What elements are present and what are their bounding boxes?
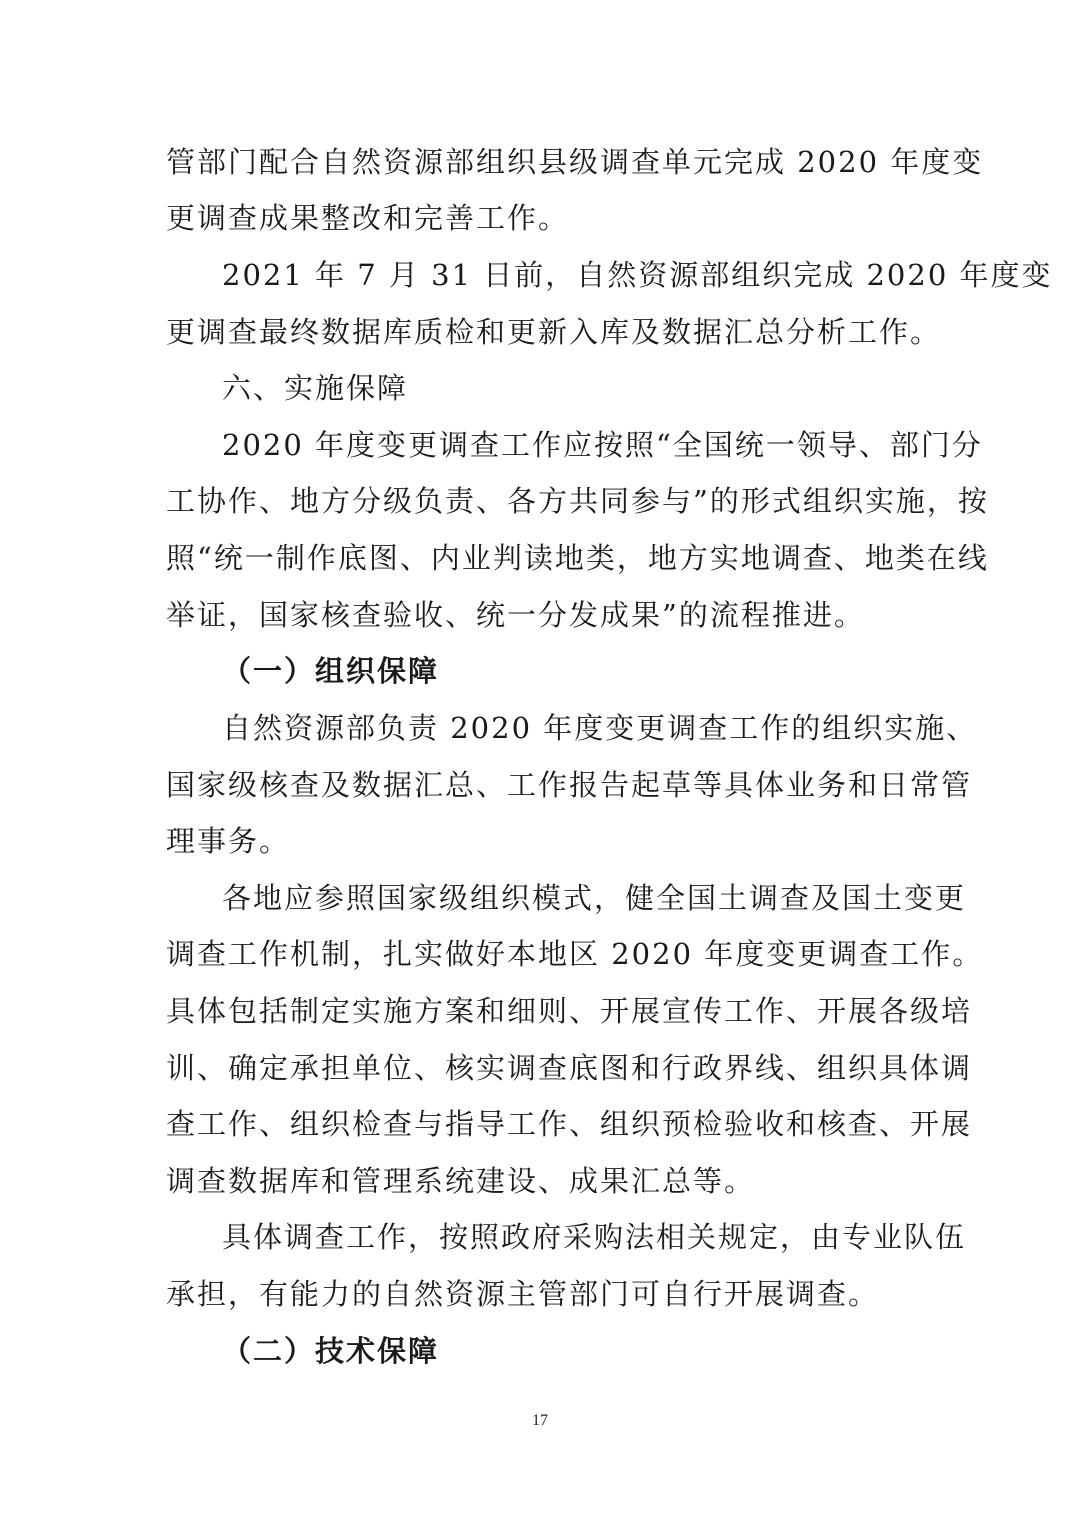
subsection-heading: （二）技术保障 [222, 1334, 440, 1368]
paragraph-line: 承担，有能力的自然资源主管部门可自行开展调查。 [166, 1277, 880, 1311]
paragraph-line: 2020 年度变更调查工作应按照“全国统一领导、部门分 [222, 428, 983, 462]
paragraph-line: 查工作、组织检查与指导工作、组织预检验收和核查、开展 [166, 1107, 973, 1141]
paragraph-line: 具体调查工作，按照政府采购法相关规定，由专业队伍 [222, 1220, 967, 1254]
paragraph-line: 举证，国家核查验收、统一分发成果”的流程推进。 [166, 598, 865, 632]
paragraph-line: 国家级核查及数据汇总、工作报告起草等具体业务和日常管 [166, 768, 973, 802]
paragraph-line: 管部门配合自然资源部组织县级调查单元完成 2020 年度变 [166, 145, 984, 179]
paragraph-line: 2021 年 7 月 31 日前，自然资源部组织完成 2020 年度变 [222, 258, 1053, 292]
paragraph-line: 更调查成果整改和完善工作。 [166, 201, 570, 235]
paragraph-line: 调查数据库和管理系统建设、成果汇总等。 [166, 1164, 756, 1198]
subsection-heading: （一）组织保障 [222, 654, 440, 688]
page-number: 17 [532, 1412, 548, 1429]
paragraph-line: 自然资源部负责 2020 年度变更调查工作的组织实施、 [222, 711, 978, 745]
paragraph-line: 训、确定承担单位、核实调查底图和行政界线、组织具体调 [166, 1051, 973, 1085]
paragraph-line: 理事务。 [166, 824, 291, 858]
section-heading: 六、实施保障 [222, 371, 409, 405]
paragraph-line: 更调查最终数据库质检和更新入库及数据汇总分析工作。 [166, 315, 942, 349]
paragraph-line: 工协作、地方分级负责、各方共同参与”的形式组织实施，按 [166, 484, 989, 518]
paragraph-line: 调查工作机制，扎实做好本地区 2020 年度变更调查工作。 [166, 937, 984, 971]
paragraph-line: 照“统一制作底图、内业判读地类，地方实地调查、地类在线 [166, 541, 989, 575]
paragraph-line: 各地应参照国家级组织模式，健全国土调查及国土变更 [222, 881, 967, 915]
paragraph-line: 具体包括制定实施方案和细则、开展宣传工作、开展各级培 [166, 994, 973, 1028]
